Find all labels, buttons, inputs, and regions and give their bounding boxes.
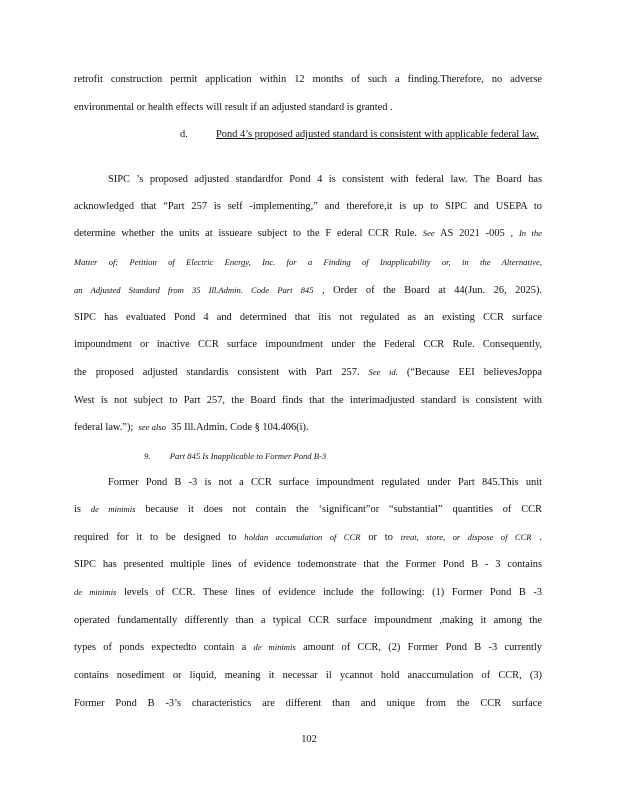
- latin-term: de minimis: [253, 642, 296, 652]
- text-span: AS 2021 -005 ,: [439, 228, 514, 239]
- text-span: .: [539, 532, 543, 543]
- quoted-term: holdan accumulation of CCR: [244, 532, 361, 542]
- text-line: SIPC has evaluated Pond 4 and determined that itis not regulated as an existing CCR surface: [74, 312, 542, 323]
- text-line: [74, 284, 542, 297]
- text-span: determine whether the units at issueare subject to the F ederal CCR Rule.: [74, 228, 417, 239]
- text-span: the proposed adjusted standardis consistent with Part 257.: [74, 367, 360, 378]
- text-line: Former Pond B -3’s characteristics are different than and unique from the CCR surface: [74, 698, 542, 709]
- text-line: [74, 503, 542, 516]
- text-span: , Order of the Board at 44(Jun. 26, 2025).: [322, 285, 542, 296]
- text-line: [74, 366, 542, 379]
- heading-letter: d.: [180, 129, 188, 140]
- text-line: operated fundamentally differently than a typical CCR surface impoundment ,making it among the: [74, 615, 542, 626]
- text-line: environmental or health effects will result if an adjusted standard is granted .: [74, 102, 393, 113]
- heading-title: Part 845 Is Inapplicable to Former Pond B-3: [169, 451, 327, 461]
- heading-title: Pond 4’s proposed adjusted standard is consistent with applicable federal law.: [216, 129, 539, 140]
- page-number: 102: [301, 734, 317, 745]
- text-line: contains nosediment or liquid, meaning it necessar il ycannot hold anaccumulation of CCR, (3): [74, 670, 542, 681]
- text-span: is: [74, 504, 81, 515]
- text-line: [74, 641, 542, 654]
- text-line: acknowledged that “Part 257 is self -implementing,” and therefore,it is up to SIPC and USEPA to: [74, 201, 542, 212]
- heading-number: 9.: [144, 451, 151, 461]
- section-heading-9: [144, 450, 444, 463]
- latin-term: de minimis: [74, 587, 117, 597]
- latin-term: de minimis: [90, 504, 136, 514]
- text-span: (“Because EEI believesJoppa: [406, 367, 542, 378]
- text-line: West is not subject to Part 257, the Board finds that the interimadjusted standard is consistent with: [74, 395, 542, 406]
- citation-signal: see also: [138, 422, 166, 432]
- text-span: levels of CCR. These lines of evidence include the following: (1) Former Pond B -3: [124, 587, 542, 598]
- text-line: [74, 421, 542, 434]
- case-name: an Adjusted Standard from 35 Ill.Admin. Code Part 845: [74, 285, 314, 295]
- text-span: amount of CCR, (2) Former Pond B -3 currently: [303, 642, 542, 653]
- text-line: impoundment or inactive CCR surface impoundment under the Federal CCR Rule. Consequently,: [74, 339, 542, 350]
- text-span: federal law.”);: [74, 422, 134, 433]
- citation-signal: See: [422, 228, 435, 238]
- text-span: or to: [368, 532, 393, 543]
- text-line: [74, 531, 542, 544]
- citation-signal: See id.: [368, 367, 398, 377]
- text-span: required for it to be designed to: [74, 532, 237, 543]
- text-line: SIPC has presented multiple lines of evidence todemonstrate that the Former Pond B - 3 contains: [74, 559, 542, 570]
- case-name: In the: [518, 228, 542, 238]
- text-span: types of ponds expectedto contain a: [74, 642, 247, 653]
- case-name-line: Matter of: Petition of Electric Energy, Inc. for a Finding of Inapplicability or, in the Alternative,: [74, 257, 542, 267]
- quoted-term: treat, store, or dispose of CCR: [400, 532, 532, 542]
- text-span: 35 Ill.Admin. Code § 104.406(i).: [171, 422, 309, 433]
- text-line: [74, 227, 542, 240]
- text-line: SIPC ’s proposed adjusted standardfor Pond 4 is consistent with federal law. The Board has: [108, 174, 542, 185]
- text-line: [74, 586, 542, 599]
- text-span: because it does not contain the ‘significant”or “substantial” quantities of CCR: [145, 504, 543, 515]
- text-line: retrofit construction permit application within 12 months of such a finding.Therefore, no adverse: [74, 74, 542, 85]
- text-line: Former Pond B -3 is not a CCR surface impoundment regulated under Part 845.This unit: [108, 477, 542, 488]
